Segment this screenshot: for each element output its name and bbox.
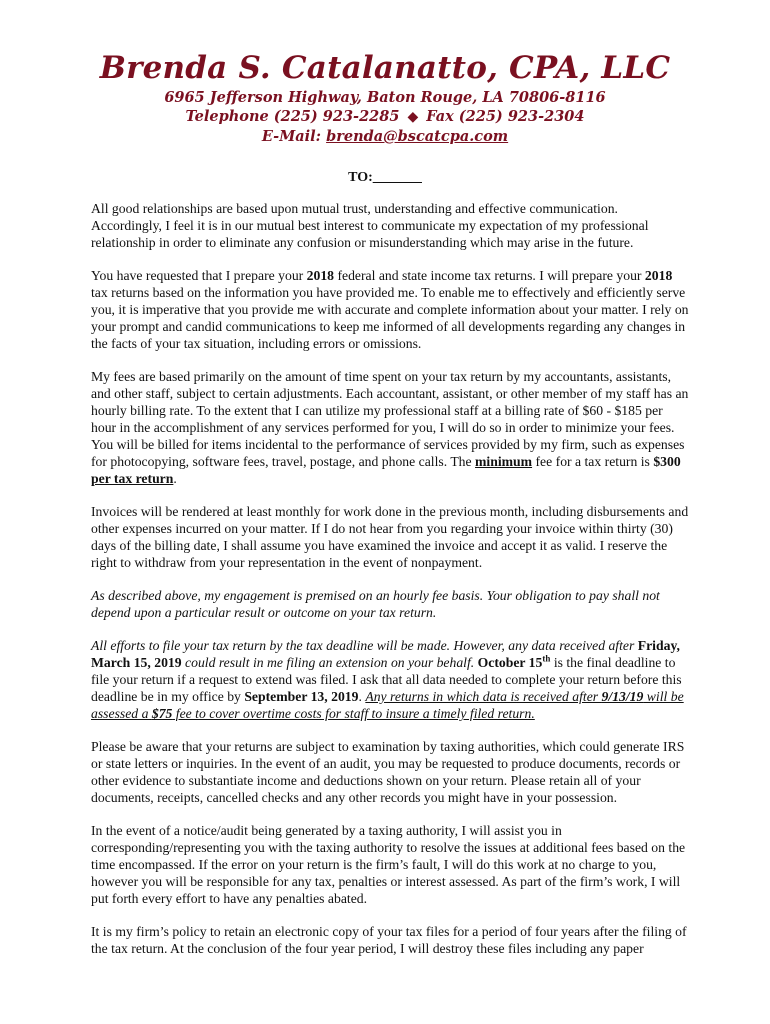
text-run: will be assessed a xyxy=(91,689,684,721)
paragraph-relationships: All good relationships are based upon mutual trust, understanding and effective communication. Accordingly, I feel it is in our mutual best interest to communicate my expectation of my professional relationship in order to eliminate any confusion or misunderstanding which may arise in the future. xyxy=(91,201,649,250)
email-label: E-Mail: xyxy=(261,128,322,145)
firm-address: 6965 Jefferson Highway, Baton Rouge, LA 70806-8116 xyxy=(164,89,606,106)
text-run: fee to cover overtime costs for staff to insure a timely filed return. xyxy=(172,706,535,721)
per-tax-return: per tax return xyxy=(91,471,174,486)
contact-email xyxy=(0,127,770,146)
text-run: Any returns in which data is received after xyxy=(365,689,602,704)
text-run: . xyxy=(358,689,366,704)
tax-year: 2018 xyxy=(644,268,673,283)
minimum-emphasis: minimum xyxy=(475,454,533,469)
to-label: TO: xyxy=(348,170,373,185)
text-run: could result in me filing an extension on your behalf. xyxy=(181,655,475,670)
fax: Fax (225) 923-2304 xyxy=(426,108,585,125)
paragraph-invoices: Invoices will be rendered at least monthly for work done in the previous month, including disbursements and other expenses incurred on your matter. If I do not hear from you regarding your invoice within thirty (30) days of the billing date, I shall assume you have examined the invoice and accept it as valid. I reserve the right to withdraw from your representation in the event of nonpayment. xyxy=(91,504,689,570)
date-october xyxy=(478,655,551,670)
recipient-line xyxy=(0,170,770,186)
minimum-fee-amount: $300 xyxy=(653,454,681,469)
paragraph-fees xyxy=(91,368,691,487)
paragraph-audit: In the event of a notice/audit being generated by a taxing authority, I will assist you in corresponding/representing you with the taxing authority to resolve the issues at additional fees based on the time encompassed. If the error on your return is the firm’s fault, I will do this work at no charge to you, however you will be responsible for any tax, penalties or interest assessed. As part of the firm’s work, I will put forth every effort to have any penalties abated. xyxy=(91,823,686,906)
text-run: My fees are based primarily on the amount of time spent on your tax return by my accountants, assistants, and other staff, subject to certain adjustments. Each accountant, assistant, or other member of my staff has an hourly billing rate. To the extent that I can utilize my professional staff at a billing rate of $60 - $185 per hour in the accomplishment of any services performed for you, I will do so in order to minimize your fees. You will be billed for items incidental to the performance of services provided by my firm, such as expenses for photocopying, software fees, travel, postage, and phone calls. The xyxy=(91,369,689,469)
late-date: 9/13/19 xyxy=(601,689,644,704)
text-run: You have requested that I prepare your xyxy=(91,268,307,283)
text-run: October 15 xyxy=(477,655,543,670)
telephone: Telephone (225) 923-2285 xyxy=(185,108,400,125)
paragraph-deadlines xyxy=(91,637,691,722)
text-run: All efforts to file your tax return by the tax deadline will be made. However, any data received after xyxy=(91,638,638,653)
paragraph-retention: It is my firm’s policy to retain an electronic copy of your tax files for a period of four years after the filing of the tax return. At the conclusion of the four year period, I will destroy these files including any paper xyxy=(91,924,687,956)
to-blank: _ _ _ _ _ xyxy=(372,170,422,185)
contact-phone-fax xyxy=(0,107,770,127)
email-link[interactable]: brenda@bscatcpa.com xyxy=(326,128,509,145)
text-run: is the final deadline to file your return if a request to extend was filed. I ask that all data needed to complete your return before this deadline be in my office by xyxy=(91,655,682,704)
paragraph-tax-returns xyxy=(91,267,691,352)
text-run: As described above, my engagement is premised on an hourly fee basis. Your obligation to pay shall not depend upon a particular result or outcome on your tax return. xyxy=(91,588,660,620)
diamond-icon: ◆ xyxy=(407,109,419,125)
date-september: September 13, 2019 xyxy=(244,689,359,704)
date-march: Friday, March 15, 2019 xyxy=(91,638,680,670)
text-run: fee for a tax return is xyxy=(532,454,654,469)
letterhead xyxy=(0,48,770,146)
paragraph-hourly-basis xyxy=(91,587,691,621)
ordinal-suffix: th xyxy=(542,653,551,664)
tax-year: 2018 xyxy=(306,268,335,283)
firm-name: Brenda S. Catalanatto, CPA, LLC xyxy=(99,50,671,86)
text-run: tax returns based on the information you have provided me. To enable me to effectively and efficiently serve you, it is imperative that you provide me with accurate and complete information about your matter. I rely on your prompt and candid communications to keep me informed of all developments regarding any changes in the facts of your tax situation, including errors or omissions. xyxy=(91,285,689,351)
letter-body xyxy=(91,200,691,973)
paragraph-examination: Please be aware that your returns are subject to examination by taxing authorities, which could generate IRS or state letters or inquiries. In the event of an audit, you may be requested to produce documents, records or other evidence to substantiate income and deductions shown on your return. Please retain all of your documents, receipts, cancelled checks and any other records you might have in your possession. xyxy=(91,739,685,805)
text-run: . xyxy=(173,471,177,486)
late-fee-amount: $75 xyxy=(151,706,173,721)
text-run: federal and state income tax returns. I will prepare your xyxy=(334,268,645,283)
